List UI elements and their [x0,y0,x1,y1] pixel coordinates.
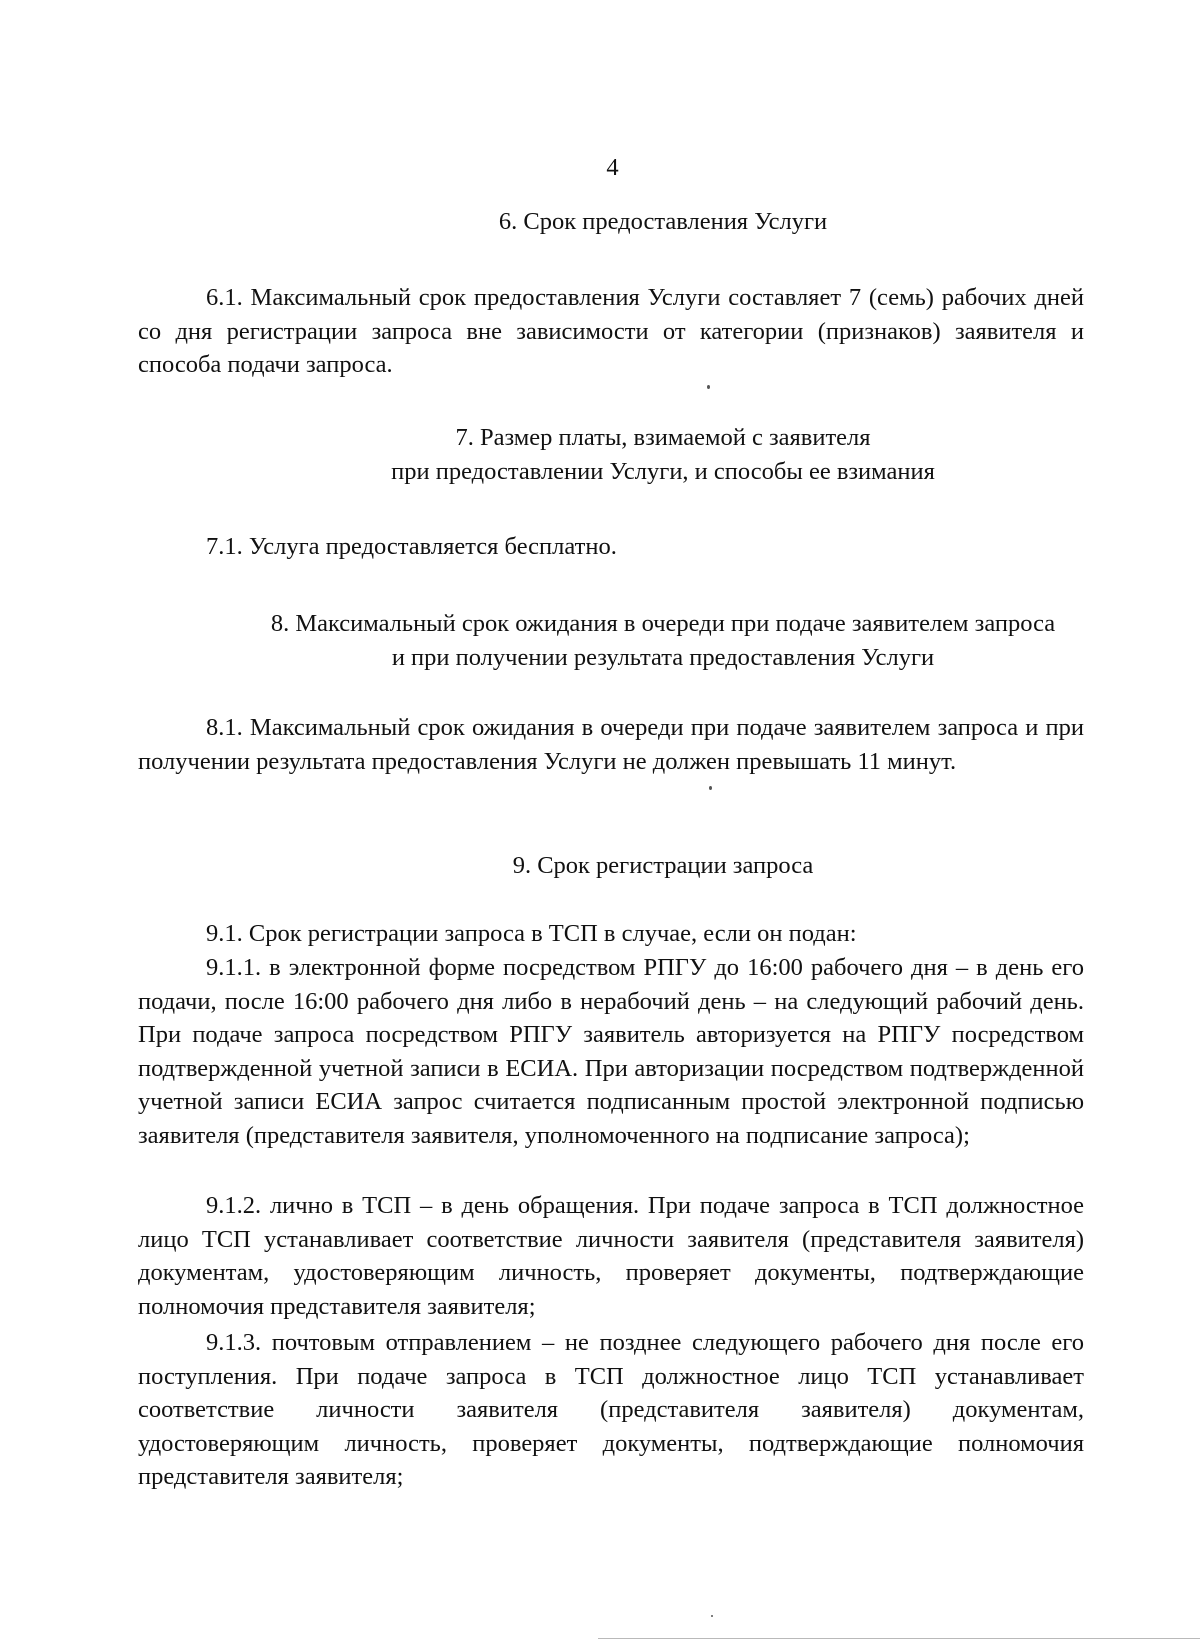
paragraph-9-1-2: 9.1.2. лично в ТСП – в день обращения. При подаче запроса в ТСП должностное лицо ТСП устанавливает соответствие личности заявителя (представителя заявителя) документам, удостоверяющим личность, проверяет документы, подтверждающие полномочия представителя заявителя; [138,1192,1084,1320]
heading-line: 6. Срок предоставления Услуги [498,208,828,235]
section-9-heading [138,849,1188,883]
heading-line: 7. Размер платы, взимаемой с заявителя [455,424,871,451]
heading-line: 9. Срок регистрации запроса [512,852,814,879]
section-8-heading [138,607,1188,674]
page-number: 4 [606,154,619,181]
heading-line: при предоставлении Услуги, и способы ее взимания [391,457,935,485]
scan-edge-line [598,1638,1200,1639]
paragraph-9-1-3: 9.1.3. почтовым отправлением – не позднее следующего рабочего дня после его поступления. При подаче запроса в ТСП должностное лицо ТСП устанавливает соответствие личности заявителя (представителя заявителя) документам, удостоверяющим личность, проверяет документы, подтверждающие полномочия представителя заявителя; [138,1329,1084,1490]
heading-line: и при получении результата предоставления Услуги [391,643,935,671]
heading-line: 8. Максимальный срок ожидания в очереди при подаче заявителем запроса [270,610,1056,637]
paragraph-9-1-1: 9.1.1. в электронной форме посредством РПГУ до 16:00 рабочего дня – в день его подачи, после 16:00 рабочего дня либо в нерабочий день – на следующий рабочий день. При подаче запроса посредством РПГУ заявитель авторизуется на РПГУ посредством подтвержденной учетной записи в ЕСИА. При авторизации посредством подтвержденной учетной записи ЕСИА запрос считается подписанным простой электронной подписью заявителя (представителя заявителя, уполномоченного на подписание запроса); [138,954,1084,1149]
scan-speck [709,786,712,790]
scan-speck [707,385,710,389]
paragraph-7-1: 7.1. Услуга предоставляется бесплатно. [206,533,617,560]
section-6-heading [138,205,1188,239]
paragraph-6-1: 6.1. Максимальный срок предоставления Услуги составляет 7 (семь) рабочих дней со дня регистрации запроса вне зависимости от категории (признаков) заявителя и способа подачи запроса. [138,284,1084,378]
scan-speck [711,1615,713,1617]
paragraph-9-1: 9.1. Срок регистрации запроса в ТСП в случае, если он подан: [206,920,857,947]
section-7-heading [138,421,1188,488]
paragraph-8-1: 8.1. Максимальный срок ожидания в очереди при подаче заявителем запроса и при получении результата предоставления Услуги не должен превышать 11 минут. [138,714,1084,775]
